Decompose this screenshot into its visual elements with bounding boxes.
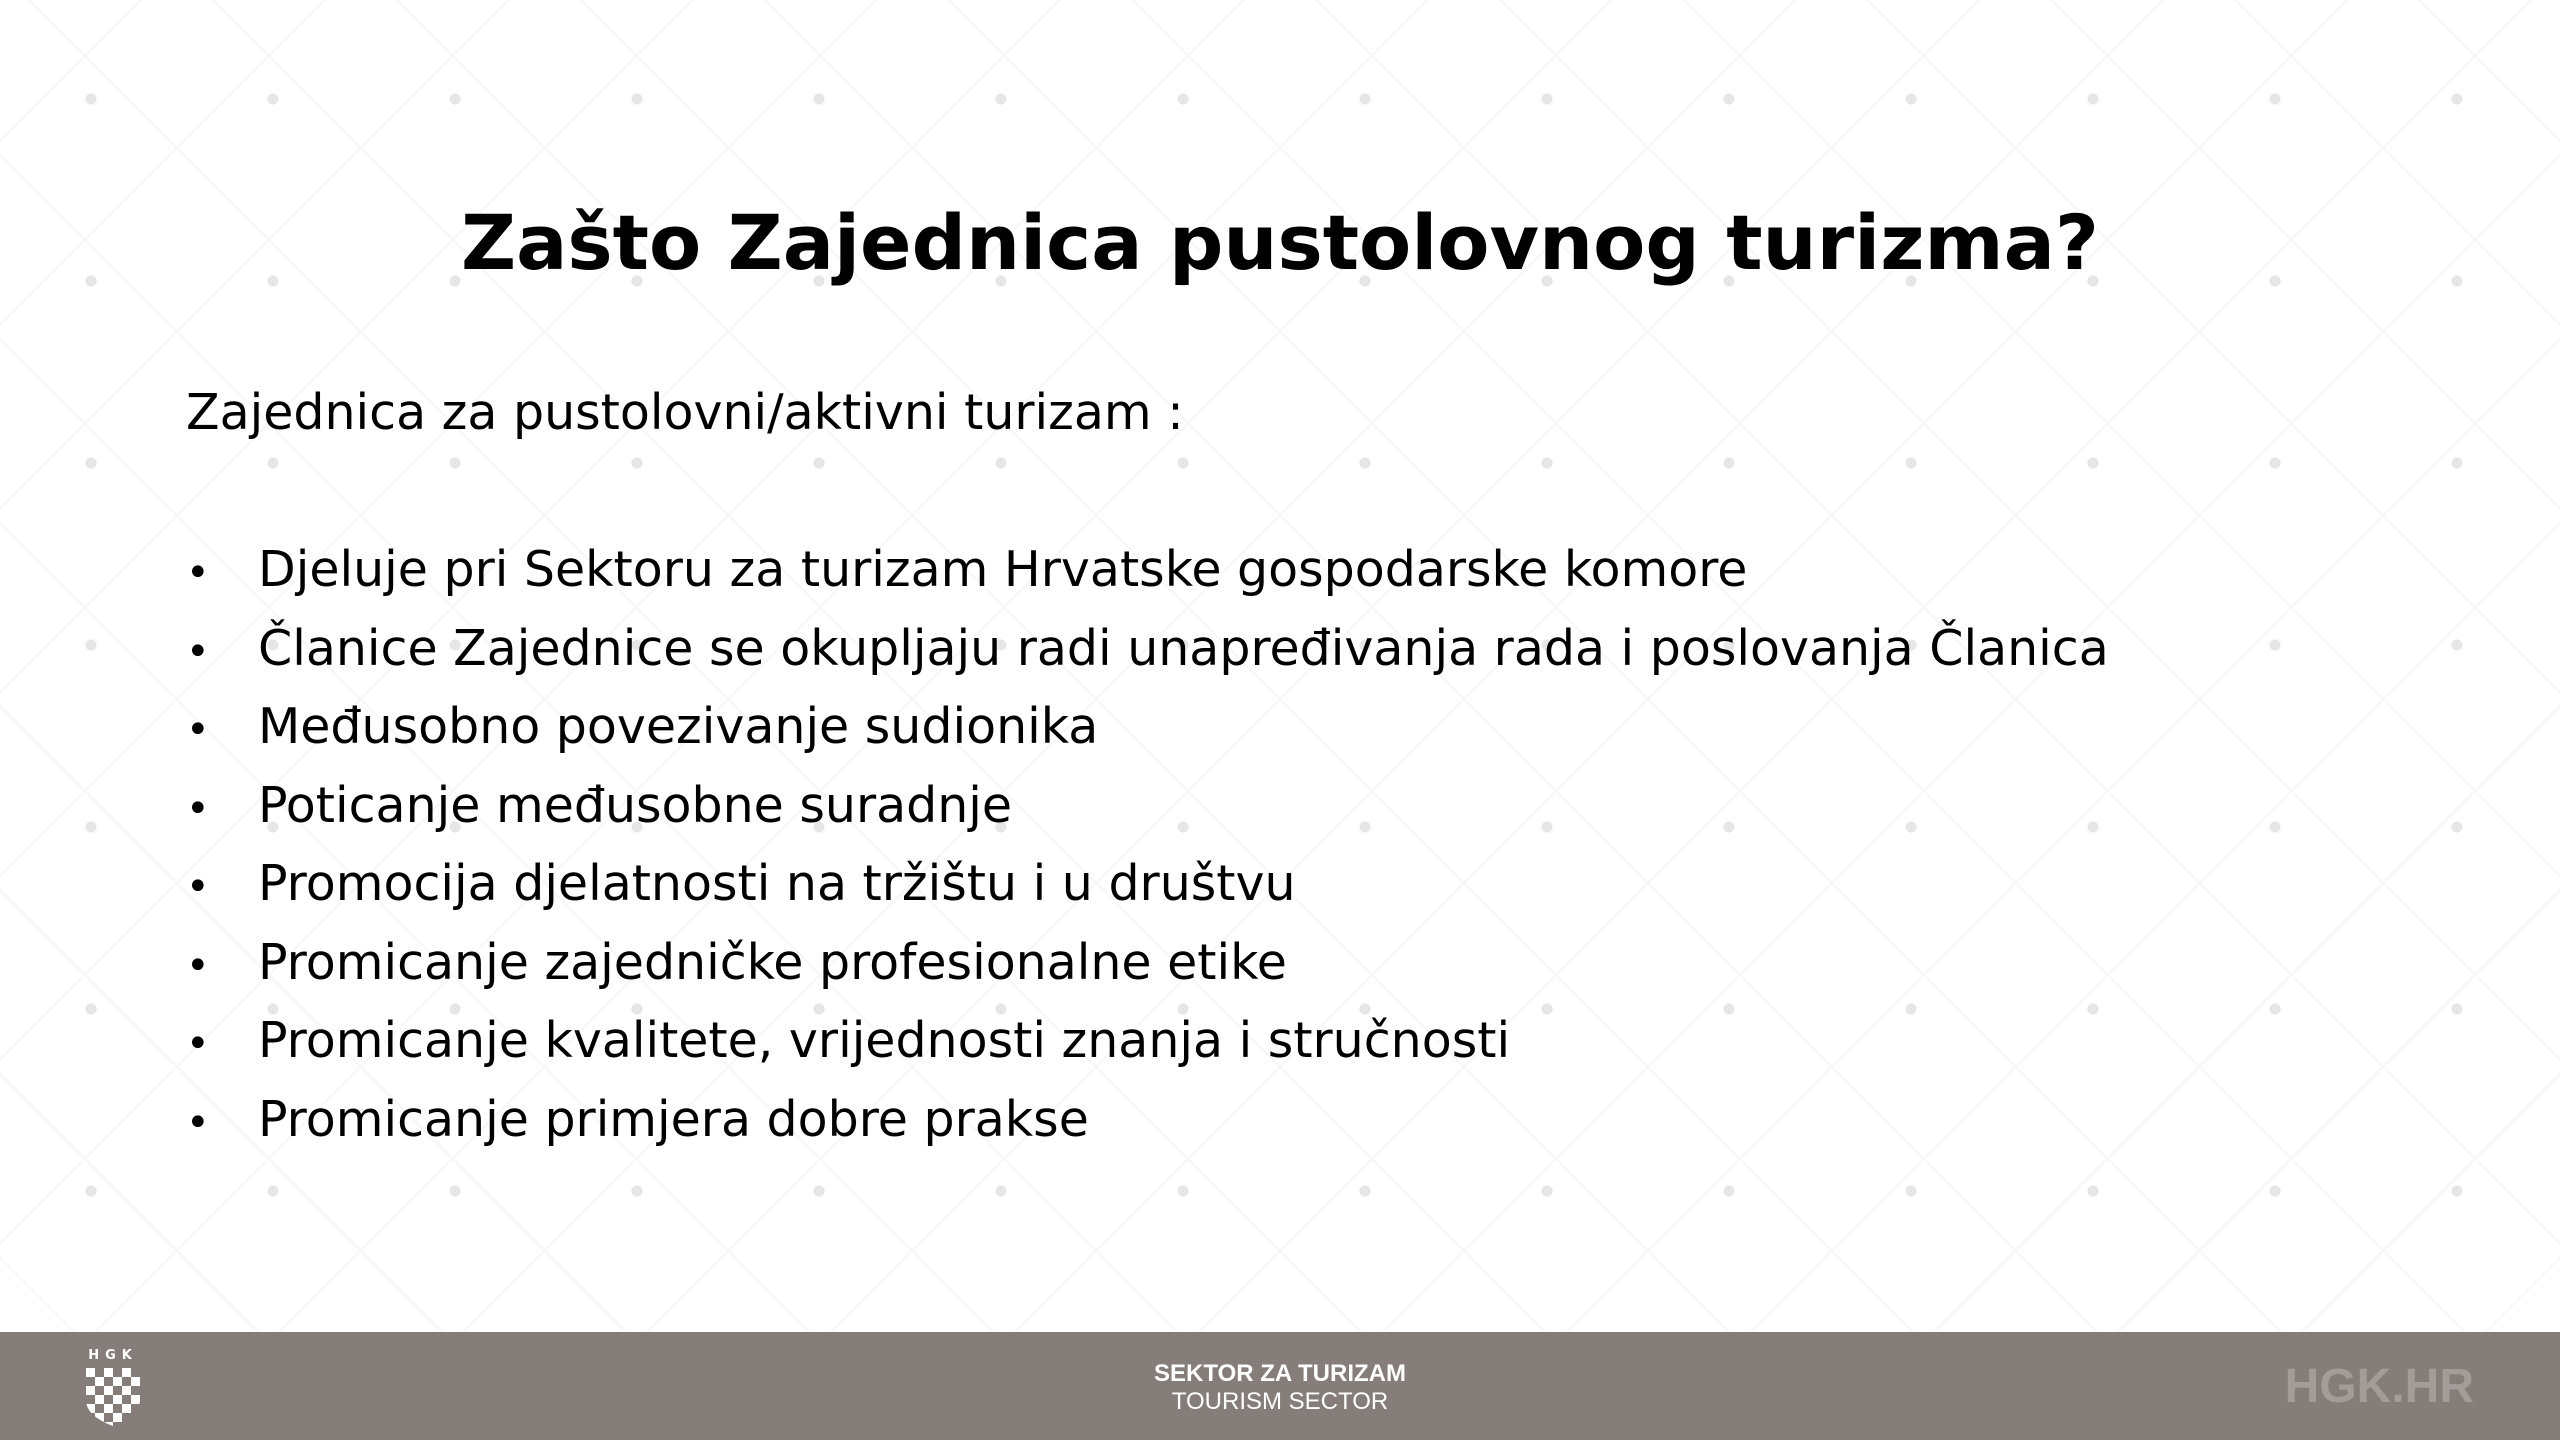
- list-item: [186, 773, 2109, 852]
- bullet-icon: •: [186, 707, 210, 753]
- list-item-text: Promicanje kvalitete, vrijednosti znanja i stručnosti: [258, 1012, 1511, 1069]
- footer-brand: HGK.HR: [2284, 1360, 2474, 1413]
- logo-letters: HGK: [88, 1348, 138, 1363]
- list-item: [186, 1008, 2109, 1087]
- bullet-icon: •: [186, 1021, 210, 1067]
- list-item: [186, 694, 2109, 773]
- bullet-icon: •: [186, 550, 210, 596]
- footer-sector-label: [0, 1360, 2560, 1416]
- list-item-text: Promicanje zajedničke profesionalne etike: [258, 933, 1287, 991]
- list-item-text: Međusobno povezivanje sudionika: [258, 698, 1099, 755]
- list-item: [186, 930, 2109, 1009]
- slide-intro: Zajednica za pustolovni/aktivni turizam :: [186, 384, 1184, 441]
- slide-title: Zašto Zajednica pustolovnog turizma?: [460, 198, 2099, 287]
- list-item-text: Članice Zajednice se okupljaju radi unapređivanja rada i poslovanja Članica: [258, 619, 2109, 677]
- list-item-text: Promocija djelatnosti na tržištu i u društvu: [258, 855, 1296, 912]
- list-item: [186, 616, 2109, 695]
- footer-sector-hr: SEKTOR ZA TURIZAM: [1154, 1360, 1406, 1387]
- bullet-icon: •: [186, 628, 210, 675]
- bullet-icon: •: [186, 942, 210, 989]
- list-item-text: Poticanje međusobne suradnje: [258, 776, 1013, 834]
- list-item: [186, 537, 2109, 616]
- list-item: [186, 1087, 2109, 1166]
- bullet-icon: •: [186, 864, 210, 910]
- list-item-text: Promicanje primjera dobre prakse: [258, 1090, 1089, 1148]
- list-item: [186, 851, 2109, 930]
- footer-sector-en: TOURISM SECTOR: [1171, 1388, 1389, 1415]
- footer-bar: [0, 1332, 2560, 1440]
- bullet-icon: •: [186, 1099, 210, 1146]
- bullet-list: [186, 537, 2109, 1165]
- bullet-icon: •: [186, 785, 210, 832]
- list-item-text: Djeluje pri Sektoru za turizam Hrvatske gospodarske komore: [258, 541, 1748, 598]
